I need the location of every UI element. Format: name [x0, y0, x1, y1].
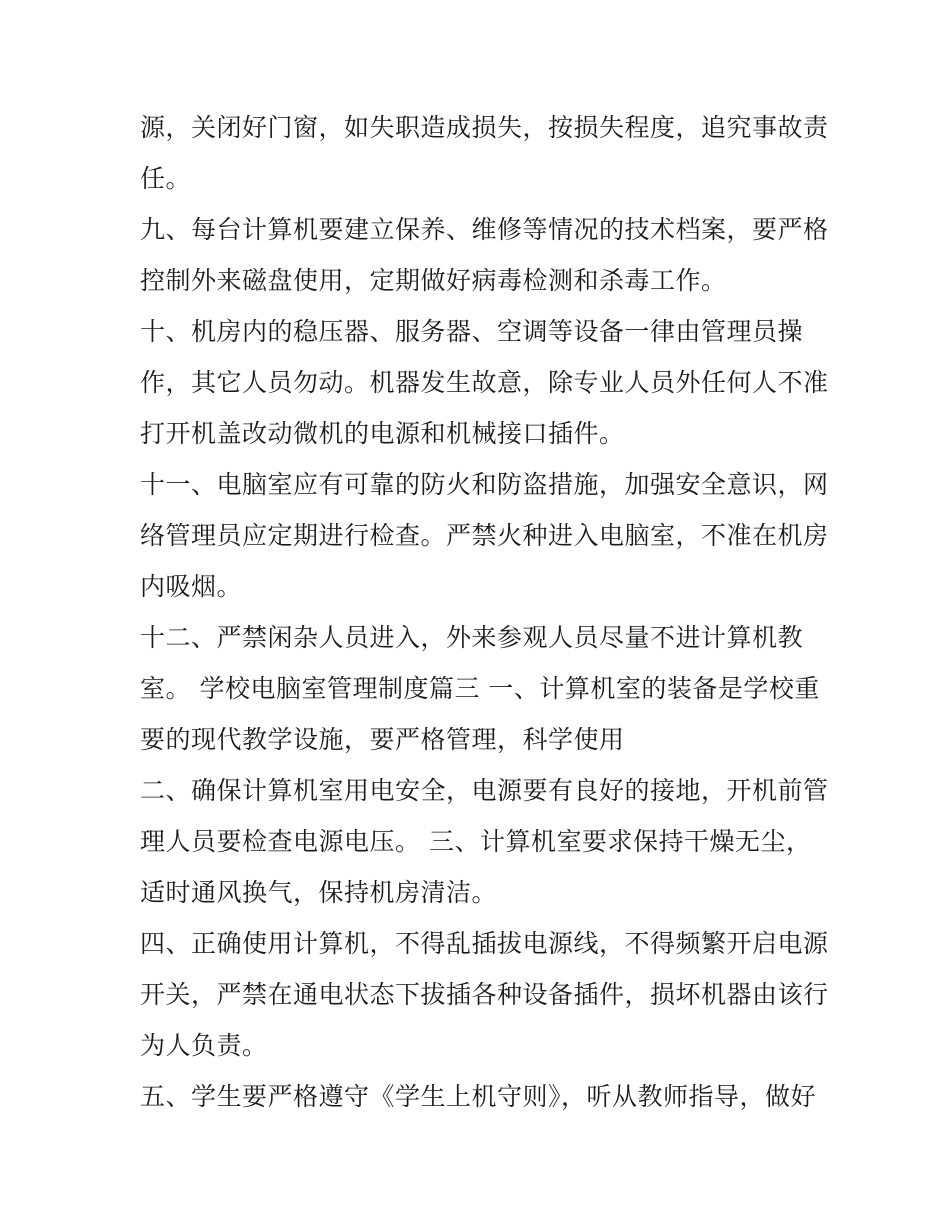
text-line: 打开机盖改动微机的电源和机械接口插件。 — [140, 419, 625, 448]
text-line: 要的现代教学设施，要严格管理，科学使用 — [140, 725, 625, 754]
text-line: 控制外来磁盘使用，定期做好病毒检测和杀毒工作。 — [140, 266, 727, 295]
text-line: 室。 学校电脑室管理制度篇三 一、计算机室的装备是学校重 — [140, 674, 820, 703]
text-line: 十一、电脑室应有可靠的防火和防盗措施，加强安全意识，网 — [140, 470, 829, 499]
text-line: 十二、严禁闲杂人员进入，外来参观人员尽量不进计算机教 — [140, 623, 804, 652]
document-page — [140, 102, 829, 1122]
text-line: 四、正确使用计算机，不得乱插拔电源线，不得频繁开启电源 — [140, 929, 829, 958]
text-line: 五、学生要严格遵守《学生上机守则》，听从教师指导，做好 — [140, 1082, 817, 1111]
text-line: 源，关闭好门窗，如失职造成损失，按损失程度，追究事故责 — [140, 113, 829, 142]
text-line: 作，其它人员勿动。机器发生故意，除专业人员外任何人不准 — [140, 368, 829, 397]
text-line: 任。 — [140, 164, 192, 193]
text-line: 十、机房内的稳压器、服务器、空调等设备一律由管理员操 — [140, 317, 804, 346]
text-line: 九、每台计算机要建立保养、维修等情况的技术档案，要严格 — [140, 215, 829, 244]
text-line: 适时通风换气，保持机房清洁。 — [140, 878, 498, 907]
text-line: 二、确保计算机室用电安全，电源要有良好的接地，开机前管 — [140, 776, 829, 805]
text-line: 开关，严禁在通电状态下拔插各种设备插件，损坏机器由该行 — [140, 980, 829, 1009]
text-line: 理人员要检查电源电压。 三、计算机室要求保持干燥无尘， — [140, 827, 812, 856]
text-line: 络管理员应定期进行检查。严禁火种进入电脑室，不准在机房 — [140, 521, 829, 550]
text-line: 为人负责。 — [140, 1031, 268, 1060]
text-line: 内吸烟。 — [140, 572, 243, 601]
